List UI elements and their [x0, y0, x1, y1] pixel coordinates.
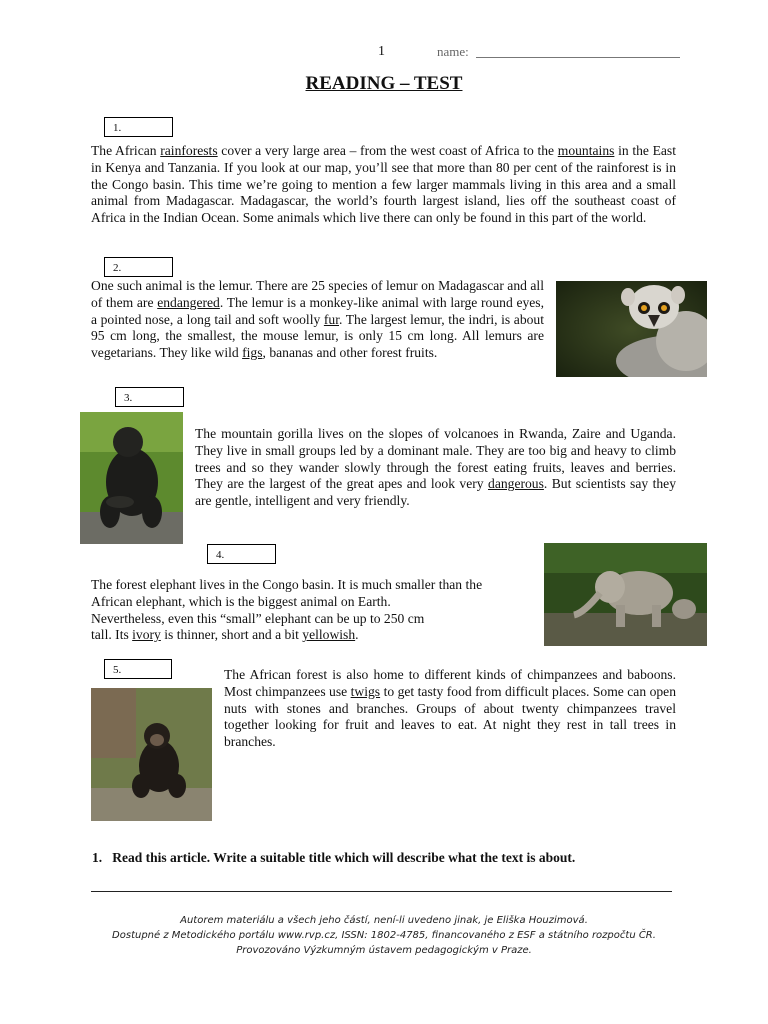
section-3-number: 3.	[115, 387, 184, 407]
elephant-photo	[544, 543, 707, 646]
section-4-number: 4.	[207, 544, 276, 564]
name-label: name:	[437, 44, 469, 59]
section-4-line-3: Nevertheless, even this “small” elephant can be up to 250 cm	[91, 610, 425, 626]
section-4-line-2: African elephant, which is the biggest animal on Earth.	[91, 593, 391, 609]
section-5-text: The African forest is also home to different kinds of chimpanzees and baboons. Most chimpanzees use twigs to get tasty food from difficult places. Some can open nuts with stones and branches. Groups of about twenty chimpanzees travel together looking for fruit and leaves to eat. At night they rest in tall trees in branches.	[224, 667, 677, 750]
answer-line[interactable]	[91, 891, 672, 892]
section-4-text	[91, 577, 541, 644]
section-2-text: One such animal is the lemur. There are 25 species of lemur on Madagascar and all of them are endangered. The lemur is a monkey-like animal with large round eyes, a pointed nose, a long tail and soft woolly fur. The largest lemur, the indri, is about 95 cm long, the smallest, the mouse lemur, is only 15 cm long. All lemurs are vegetarians. They like wild figs, bananas and other forest fruits.	[91, 278, 544, 361]
gorilla-photo	[80, 412, 183, 544]
section-4-line-1: The forest elephant lives in the Congo basin. It is much smaller than the	[91, 577, 483, 592]
section-4-line-4: tall. Its ivory is thinner, short and a bit yellowish.	[91, 627, 359, 643]
chimpanzee-photo	[91, 688, 212, 821]
footer-line-3: Provozováno Výzkumným ústavem pedagogickým v Praze.	[236, 945, 532, 956]
lemur-photo	[556, 281, 707, 377]
section-2-number: 2.	[104, 257, 173, 277]
page-number: 1	[378, 44, 385, 59]
footer-line-1: Autorem materiálu a všech jeho částí, není-li uvedeno jinak, je Eliška Houzimová.	[180, 915, 588, 926]
page-title: READING – TEST	[305, 73, 463, 94]
footer-line-2: Dostupné z Metodického portálu www.rvp.cz, ISSN: 1802-4785, financovaného z ESF a státního rozpočtu ČR.	[112, 930, 656, 941]
section-5-number: 5.	[104, 659, 172, 679]
question-1: 1. Read this article. Write a suitable title which will describe what the text is about.	[92, 850, 576, 865]
section-1-number: 1.	[104, 117, 173, 137]
section-1-text: The African rainforests cover a very large area – from the west coast of Africa to the mountains in the East in Kenya and Tanzania. If you look at our map, you’ll see that more than 80 per cent of the rainforest is in the Congo basin. This time we’re going to mention a few larger mammals living in this area and a small animal from Madagascar. Madagascar, the world’s fourth largest island, lies off the southeast coast of Africa in the Indian Ocean. Some animals which live there can only be found in this part of the world.	[91, 143, 677, 226]
section-3-text: The mountain gorilla lives on the slopes of volcanoes in Rwanda, Zaire and Uganda. They live in small groups led by a dominant male. They are too big and heavy to climb trees and so they wander slowly through the forest eating fruits, leaves and berries. They are the largest of the great apes and look very dangerous. But scientists say they are gentle, intelligent and very friendly.	[195, 426, 676, 509]
name-input-line[interactable]	[476, 57, 680, 58]
footer	[0, 913, 768, 958]
